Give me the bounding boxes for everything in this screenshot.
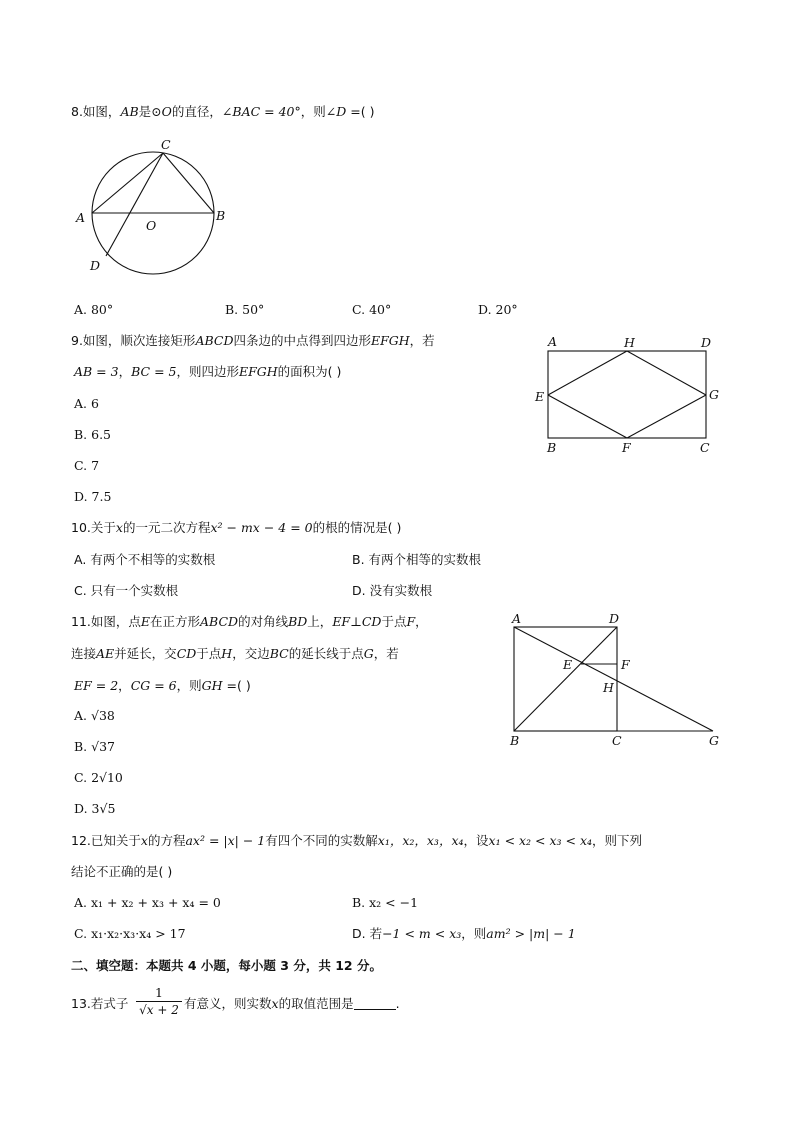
q11-stem-line3: EF = 2，CG = 6，则GH =( ) [74,678,251,693]
fraction-numerator: 1 [155,985,163,1000]
chord-ac [92,153,163,213]
q12-option-b: B. x₂ < −1 [352,895,419,910]
q8-option-b: B. 50° [225,302,265,317]
label-c: C [612,733,622,748]
q9-option-c: C. 7 [74,458,100,473]
q11-option-a: A. √38 [74,708,115,723]
q13-fraction [134,985,184,1018]
q10-option-d: D. 没有实数根 [352,583,433,598]
label-f: F [622,440,631,455]
q13-prefix: 13.若式子 [71,996,129,1011]
label-g: G [709,733,719,748]
label-d: D [701,335,712,350]
q12-option-a: A. x₁ + x₂ + x₃ + x₄ = 0 [74,895,221,910]
section-2-heading: 二、填空题：本题共 4 小题，每小题 3 分，共 12 分。 [71,958,382,973]
q11-option-c: C. 2√10 [74,770,123,785]
label-c: C [700,440,710,455]
q9-option-b: B. 6.5 [74,427,112,442]
q11-stem-line2: 连接AE并延长，交CD于点H，交边BC的延长线于点G，若 [71,646,399,661]
line-ag [514,627,713,731]
label-e: E [535,389,545,404]
fraction-denominator: √x + 2 [139,1003,179,1017]
q11-stem-line1: 11.如图，点E在正方形ABCD的对角线BD上，EF⊥CD于点F， [71,614,428,629]
label-b: B [216,208,226,223]
rectangle-abcd [548,351,706,438]
q10-option-c: C. 只有一个实数根 [74,583,179,598]
q8-option-c: C. 40° [352,302,392,317]
label-f: F [621,657,630,672]
label-o: O [146,218,157,233]
label-d: D [90,258,101,273]
label-a: A [548,334,558,349]
label-a: A [76,210,86,225]
side-eh [548,351,627,395]
q9-stem-line1: 9.如图，顺次连接矩形ABCD四条边的中点得到四边形EFGH，若 [71,333,435,348]
q11-option-b: B. √37 [74,739,116,754]
label-b: B [510,733,520,748]
q8-option-a: A. 80° [74,302,114,317]
q12-option-d: D. 若−1 < m < x₃，则am² > |m| − 1 [352,926,576,941]
q13-stem: 有意义，则实数x的取值范围是 . [184,996,400,1011]
q10-option-a: A. 有两个不相等的实数根 [74,552,216,567]
label-d: D [609,611,620,626]
q12-stem-line2: 结论不正确的是( ) [71,864,173,879]
label-h: H [603,680,614,695]
q8-option-d: D. 20° [478,302,518,317]
q9-option-d: D. 7.5 [74,489,112,504]
side-hg [627,351,706,395]
q11-option-d: D. 3√5 [74,801,116,816]
label-e: E [563,657,573,672]
q12-option-c: C. x₁·x₂·x₃·x₄ > 17 [74,926,186,941]
answer-blank[interactable] [354,997,396,1010]
q10-option-b: B. 有两个相等的实数根 [352,552,482,567]
q12-stem-line1: 12.已知关于x的方程ax² = |x| − 1有四个不同的实数解x₁，x₂，x₃，x₄，设x₁ < x₂ < x₃ < x₄，则下列 [71,833,643,848]
label-h: H [624,335,635,350]
side-fe [548,395,627,438]
label-a: A [512,611,522,626]
q8-circle-figure [70,135,240,280]
label-c: C [161,137,171,152]
label-b: B [547,440,557,455]
chord-cd [106,153,163,256]
q10-stem: 10.关于x的一元二次方程x² − mx − 4 = 0的根的情况是( ) [71,520,402,535]
q9-option-a: A. 6 [74,396,99,411]
side-gf [627,395,706,438]
q9-rectangle-figure [530,335,730,460]
q11-square-figure [505,610,725,750]
diagonal-bd [514,627,617,731]
q8-stem: 8.如图，AB是⊙O的直径，∠BAC = 40°，则∠D =( ) [71,104,375,119]
q9-stem-line2: AB = 3，BC = 5，则四边形EFGH的面积为( ) [74,364,342,379]
label-g: G [709,387,719,402]
